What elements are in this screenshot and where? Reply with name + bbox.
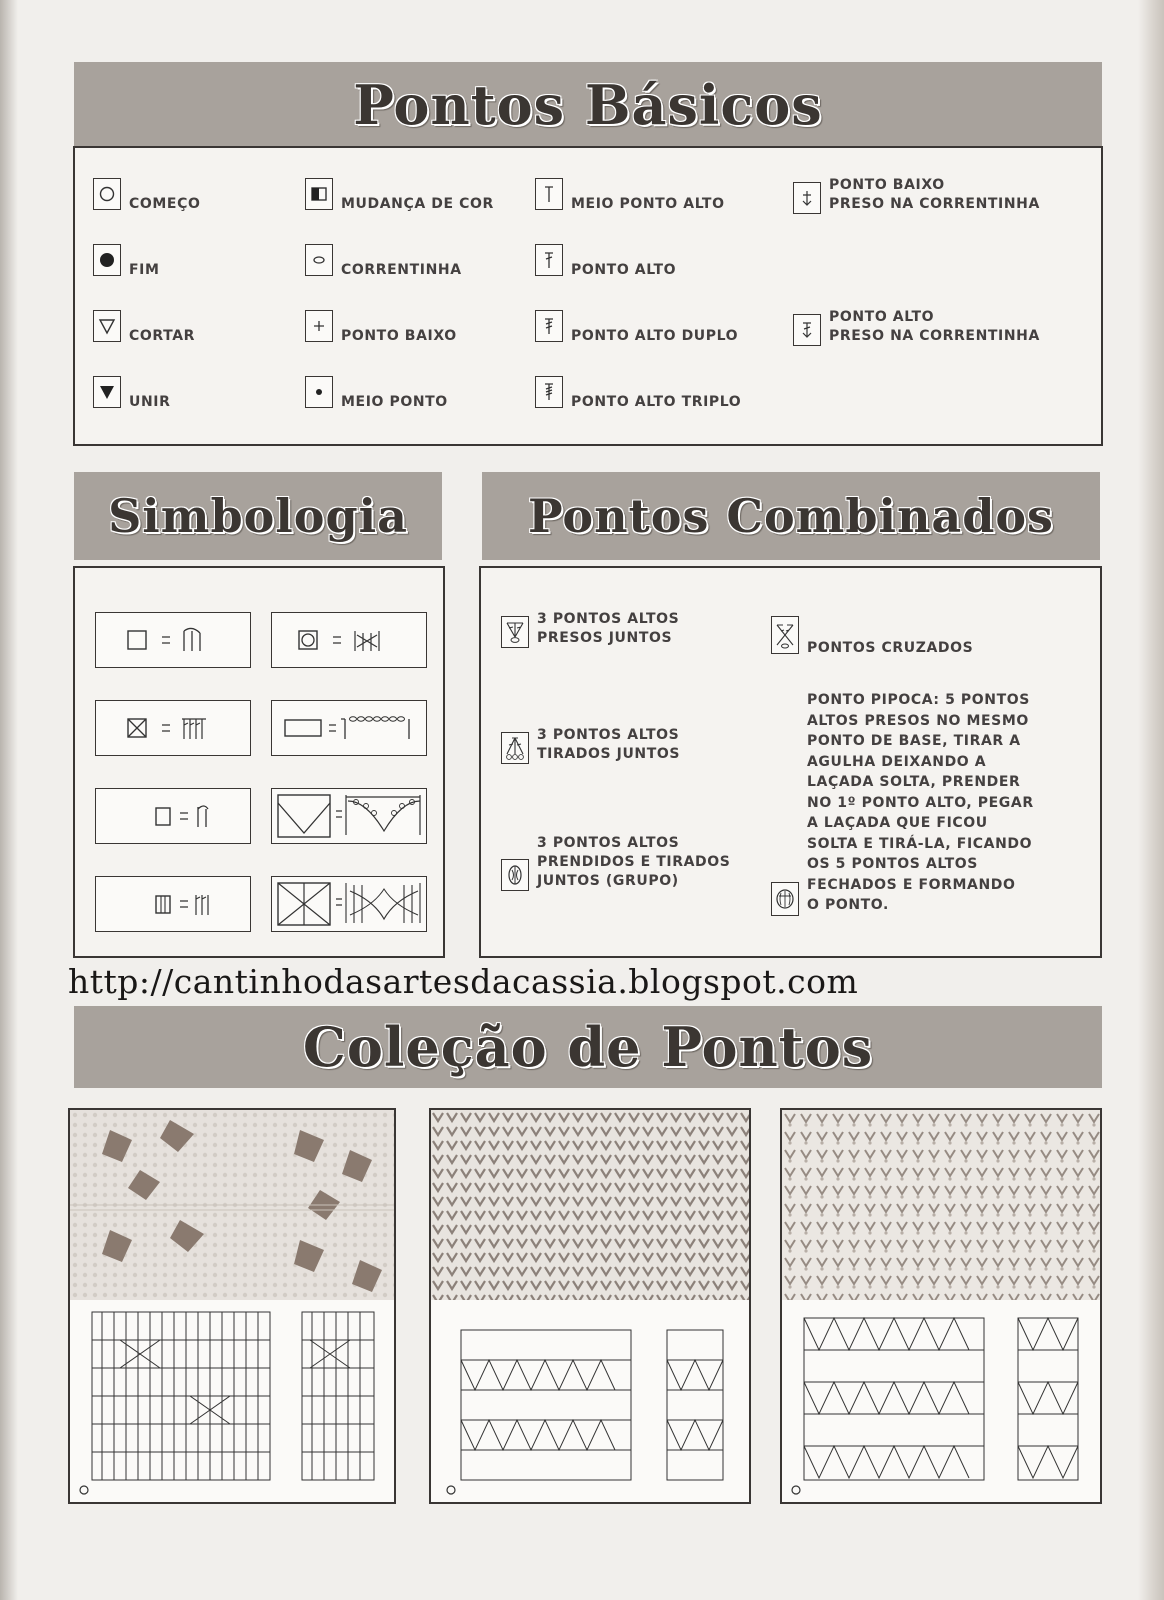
pontos-basicos-title: Pontos Básicos [353,73,823,137]
combo-pontos-cruzados: PONTOS CRUZADOS [771,616,973,654]
colecao-banner [74,1006,1102,1088]
three-dc-cluster-icon [501,732,529,764]
half-double-crochet-icon [535,178,563,210]
crossed-stitch-icon [771,616,799,654]
legend-comeco: COMEÇO [93,178,200,210]
combo-3-pontos-tirados: 3 PONTOS ALTOS TIRADOS JUNTOS [501,728,680,764]
symbol-cell-cross-square [95,700,251,756]
legend-meio-ponto-alto: MEIO PONTO ALTO [535,178,725,210]
stitch-chart-2 [431,1300,749,1500]
legend-ponto-alto: PONTO ALTO [535,244,676,276]
legend-mudanca-de-cor: MUDANÇA DE COR [305,178,494,210]
double-crochet-icon [535,244,563,276]
oval-chain-icon [305,244,333,276]
crochet-photo-mesh [431,1110,749,1300]
half-filled-square-icon [305,178,333,210]
legend-ponto-alto-preso: PONTO ALTO PRESO NA CORRENTINHA [793,310,1040,346]
symbol-cell-small-square [95,788,251,844]
simbologia-title: Simbologia [108,489,408,543]
double-treble-crochet-icon [535,376,563,408]
pontos-combinados-banner [482,472,1100,560]
legend-unir: UNIR [93,376,170,408]
legend-fim: FIM [93,244,160,276]
three-dc-group-icon [501,859,529,891]
symbol-cell-x-shape [271,876,427,932]
page-shadow [0,0,18,1600]
pontos-basicos-box [73,146,1103,446]
open-triangle-icon [93,310,121,342]
blog-url: http://cantinhodasartesdacassia.blogspot.com [68,962,859,1001]
symbol-cell-split-square [95,876,251,932]
symbol-cell-rectangle-chain [271,700,427,756]
crochet-photo-v-stitch [782,1110,1100,1300]
page-edge [1138,0,1164,1600]
symbol-cell-v-shape [271,788,427,844]
legend-correntinha: CORRENTINHA [305,244,462,276]
colecao-title: Coleção de Pontos [302,1015,874,1079]
three-dc-together-icon [501,616,529,648]
treble-crochet-icon [535,310,563,342]
simbologia-box [73,566,445,958]
stitch-chart-3 [782,1300,1100,1500]
legend-ponto-alto-triplo: PONTO ALTO TRIPLO [535,376,741,408]
legend-ponto-baixo: PONTO BAIXO [305,310,457,342]
popcorn-stitch-icon [771,882,799,916]
sc-in-chain-icon [793,182,821,214]
stitch-sample-3 [780,1108,1102,1504]
filled-circle-icon [93,244,121,276]
plus-icon [305,310,333,342]
symbol-cell-square-dc [95,612,251,668]
combo-3-pontos-presos: 3 PONTOS ALTOS PRESOS JUNTOS [501,612,679,648]
legend-ponto-baixo-preso: PONTO BAIXO PRESO NA CORRENTINHA [793,178,1040,214]
pontos-basicos-banner [74,62,1102,148]
stitch-chart-1 [70,1300,394,1500]
filled-triangle-icon [93,376,121,408]
legend-meio-ponto: MEIO PONTO [305,376,448,408]
stitch-sample-1 [68,1108,396,1504]
crochet-photo-flowers [70,1110,394,1300]
combo-3-pontos-grupo: 3 PONTOS ALTOS PRENDIDOS E TIRADOS JUNTOS (GRUPO) [501,836,730,891]
dot-icon [305,376,333,408]
pontos-combinados-title: Pontos Combinados [528,489,1054,543]
pontos-combinados-box [479,566,1102,958]
simbologia-banner [74,472,442,560]
open-circle-icon [93,178,121,210]
stitch-sample-2 [429,1108,751,1504]
legend-ponto-alto-duplo: PONTO ALTO DUPLO [535,310,738,342]
combo-ponto-pipoca: PONTO PIPOCA: 5 PONTOS ALTOS PRESOS NO MESMO PONTO DE BASE, TIRAR A AGULHA DEIXANDO A LAÇADA SOLTA, PRENDER NO 1º PONTO ALTO, PEGAR A LAÇADA QUE FICOU SOLTA E TIRÁ-LA, FICANDO OS 5 PONTOS ALTOS FECHADOS E FORMANDO O PONTO. [771,692,1034,916]
dc-in-chain-icon [793,314,821,346]
legend-cortar: CORTAR [93,310,195,342]
symbol-cell-circle-square [271,612,427,668]
